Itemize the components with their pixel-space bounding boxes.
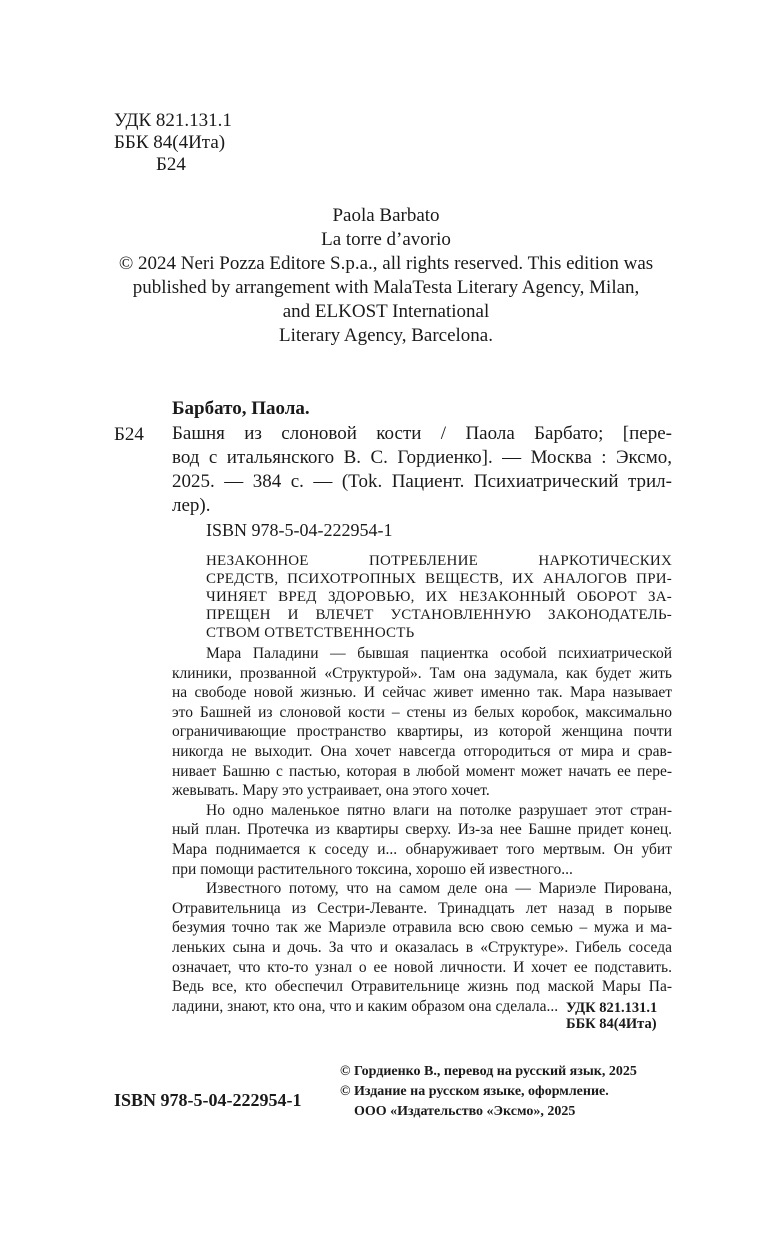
rights-line: published by arrangement with MalaTesta Literary Agency, Milan,	[132, 277, 640, 298]
annotation-line: клиники, прозванной «Структурой». Там она задумала, как будет жить	[172, 664, 672, 682]
annotation-line: на свободе новой жизнью. И сейчас живет именно так. Мара называет	[172, 684, 672, 702]
annotation-line: Мара Паладини — бывшая пациентка особой психиатрической	[206, 645, 672, 662]
annotation-line: Известного потому, что на самом деле она — Мариэле Пирована,	[206, 880, 672, 898]
annotation-line: Мара поднимается к соседу и... обнаруживает того мертвым. Он убит	[172, 840, 672, 858]
rights-line: © 2024 Neri Pozza Editore S.p.a., all rights reserved. This edition was	[118, 253, 654, 274]
legal-warning	[206, 552, 672, 642]
author-mark: Б24	[156, 154, 186, 175]
record-description	[172, 422, 672, 518]
annotation-line: ный план. Протечка из квартиры сверху. Из-за нее Башне придет конец.	[172, 821, 672, 839]
annotation-line: леньких сына и дочь. За что и оказалась в «Структуре». Гибель соседа	[172, 938, 672, 956]
annotation-line: означает, что кто-то узнал о ее новой личности. И хочет ее подставить.	[172, 958, 672, 976]
copyright-block	[340, 1062, 637, 1122]
annotation-line: нивает Башню с пастью, которая в любой момент может начать ее пере-	[172, 762, 672, 780]
rights-line: Literary Agency, Barcelona.	[278, 325, 493, 346]
warning-line: СРЕДСТВ, ПСИХОТРОПНЫХ ВЕЩЕСТВ, ИХ АНАЛОГОВ ПРИ-	[206, 571, 672, 587]
description-line: лер).	[172, 495, 211, 516]
warning-line: СТВОМ ОТВЕТСТВЕННОСТЬ	[206, 625, 415, 641]
udk-code: УДК 821.131.1	[114, 110, 232, 131]
description-line: вод с итальянского В. С. Гордиенко]. — Москва : Эксмо,	[172, 447, 672, 468]
bottom-bbk: ББК 84(4Ита)	[566, 1016, 657, 1032]
rights-line: and ELKOST International	[282, 301, 490, 322]
record-mark: Б24	[114, 424, 144, 445]
annotation-line: Но одно маленькое пятно влаги на потолке разрушает этот стран-	[206, 801, 672, 819]
classification-block	[114, 110, 232, 176]
record-author: Барбато, Паола.	[172, 398, 310, 419]
copyright-line: ООО «Издательство «Эксмо», 2025	[354, 1104, 576, 1119]
description-line: 2025. — 384 с. — (Tok. Пациент. Психиатрический трил-	[172, 471, 672, 492]
annotation	[172, 644, 672, 1016]
rights-notice	[100, 204, 672, 348]
description-line: Башня из слоновой кости / Паола Барбато; [пере-	[172, 423, 672, 444]
warning-line: ПРЕЩЕН И ВЛЕЧЕТ УСТАНОВЛЕННУЮ ЗАКОНОДАТЕЛЬ-	[206, 607, 672, 623]
warning-line: НЕЗАКОННОЕ ПОТРЕБЛЕНИЕ НАРКОТИЧЕСКИХ	[206, 553, 672, 569]
isbn-bold: ISBN 978-5-04-222954-1	[114, 1090, 302, 1110]
annotation-line: это Башней из слоновой кости – стены из белых коробок, максимально	[172, 703, 672, 721]
annotation-line: при помощи растительного токсина, хорошо ей известного...	[172, 860, 573, 878]
annotation-line: ограничивающие пространство квартиры, из которой женщина почти	[172, 723, 672, 741]
annotation-line: Отравительница из Сестри-Леванте. Тринадцать лет назад в порыве	[172, 899, 672, 917]
bbk-code: ББК 84(4Ита)	[114, 132, 226, 153]
annotation-line: безумия точно так же Мариэле отравила всю свою семью – мужа и ма-	[172, 919, 672, 937]
annotation-line: никогда не выходит. Она хочет навсегда отгородиться от мира и срав-	[172, 742, 672, 760]
bottom-classification	[566, 1000, 657, 1032]
copyright-line: © Издание на русском языке, оформление.	[340, 1084, 609, 1099]
warning-line: ЧИНЯЕТ ВРЕД ЗДОРОВЬЮ, ИХ НЕЗАКОННЫЙ ОБОРОТ ЗА-	[206, 589, 672, 605]
bottom-udk: УДК 821.131.1	[566, 1000, 658, 1016]
annotation-line: ладини, знают, кто она, что и каким образом она сделала...	[172, 997, 559, 1015]
original-author: Paola Barbato	[332, 205, 440, 226]
annotation-line: жевывать. Мару это устраивает, она этого хочет.	[172, 782, 490, 800]
annotation-line: Ведь все, кто обеспечил Отравительнице жизнь под маской Мары Па-	[172, 978, 672, 996]
original-title: La torre d’avorio	[321, 229, 451, 250]
copyright-line: © Гордиенко В., перевод на русский язык, 2025	[340, 1064, 637, 1079]
record-isbn: ISBN 978-5-04-222954-1	[206, 520, 393, 540]
